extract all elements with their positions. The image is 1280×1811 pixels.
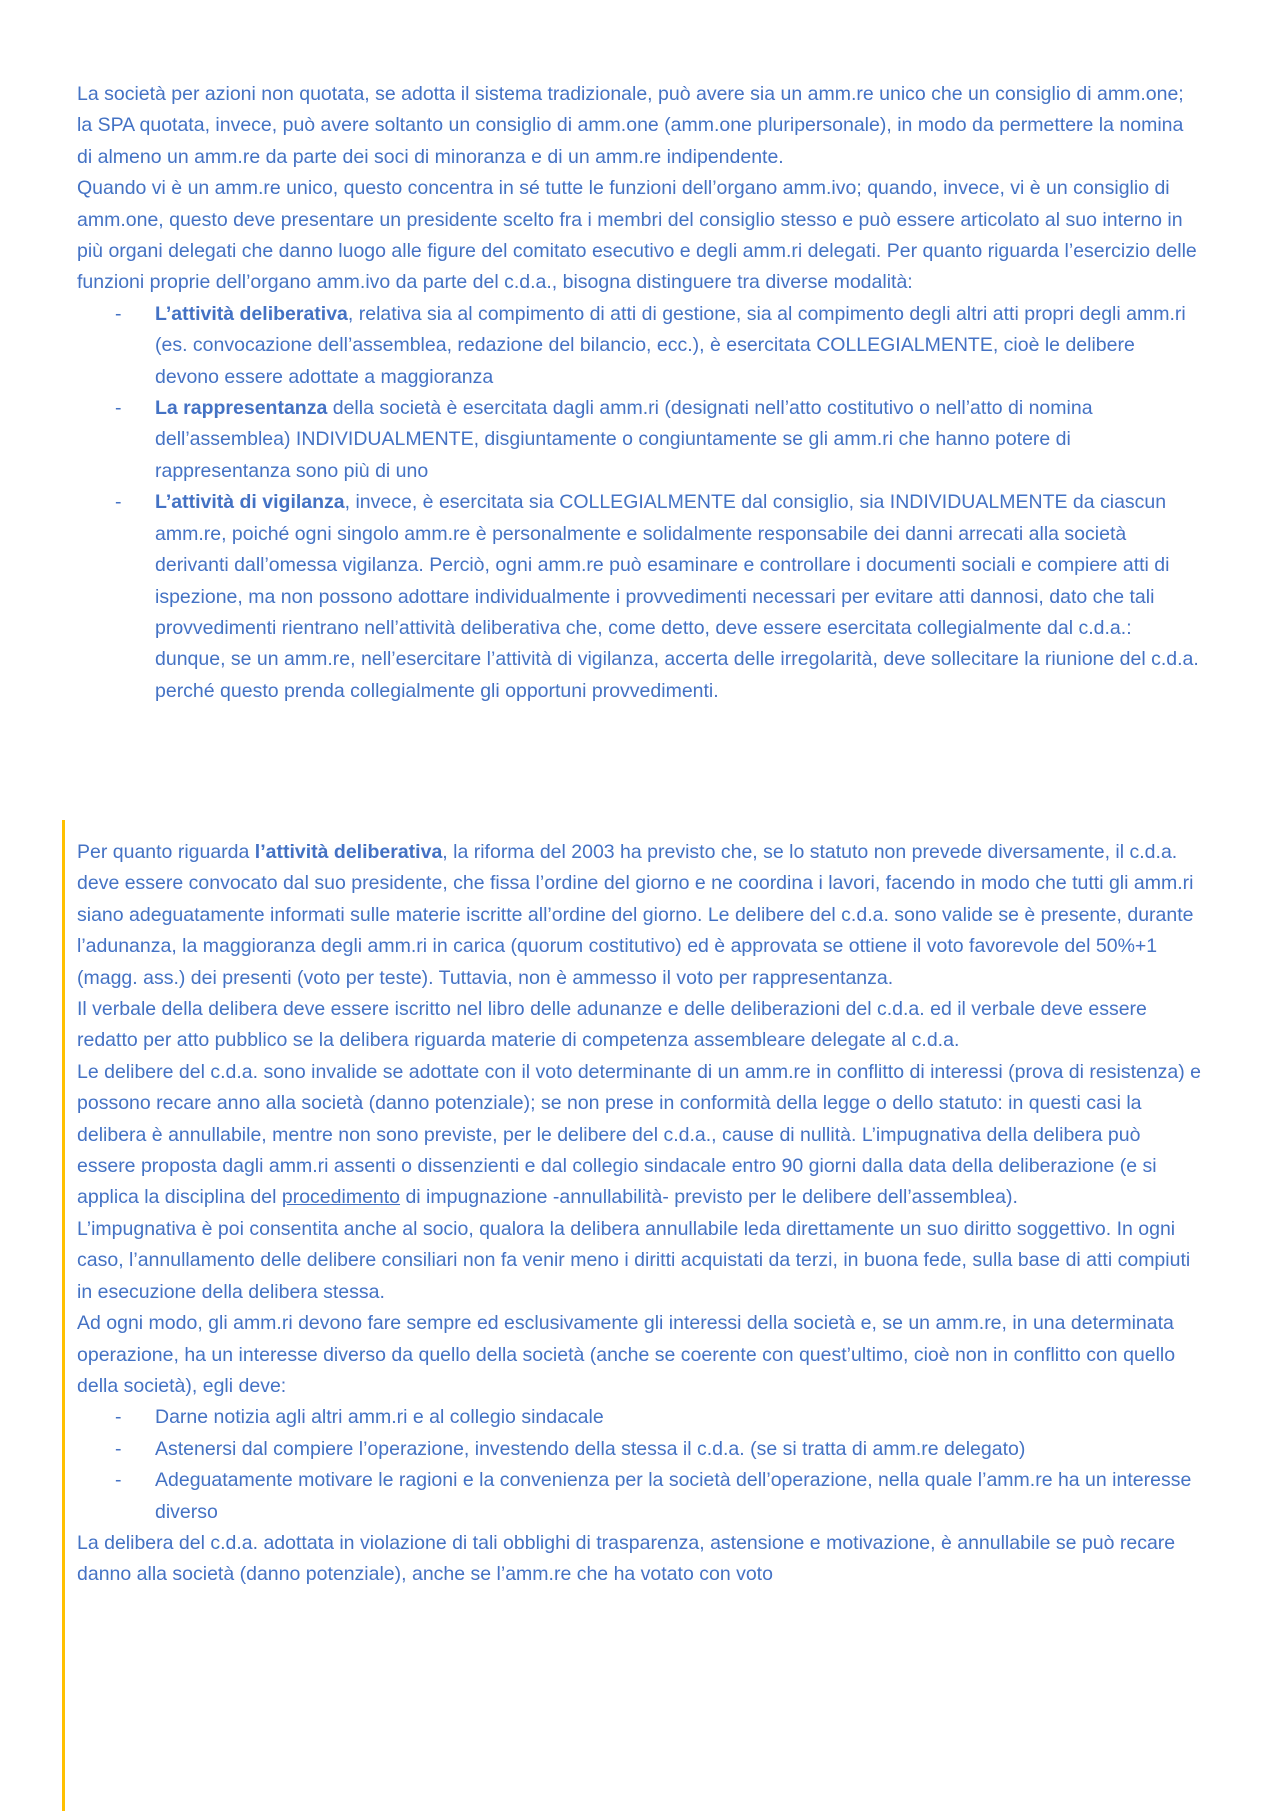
list-item — [77, 1434, 1202, 1465]
underlined-term: procedimento — [281, 1186, 401, 1209]
bullet-dash: - — [115, 1469, 122, 1492]
paragraph: L’impugnativa è poi consentita anche al socio, qualora la delibera annullabile leda direttamente un suo diritto soggettivo. In ogni caso, l’annullamento delle delibere consiliari non fa venir meno i diritti acquistati da terzi, in buona fede, sulla base di atti compiuti in esecuzione della delibera stessa. — [77, 1217, 1191, 1303]
list-item — [77, 487, 1202, 707]
text-run: Le delibere del c.d.a. sono invalide se adottate con il voto determinante di un amm.re in conflitto di interessi (prova di resistenza) e possono recare anno alla società (danno potenziale); se non prese in conformità della legge o dello statuto: in questi casi la delibera è annullabile, mentre non sono previste, per le delibere del c.d.a., cause di nullità. L’impugnativa della delibera può essere proposta dagli amm.ri assenti o dissenzienti e dal collegio sindacale entro 90 giorni dalla data della deliberazione (e si applica la disciplina del — [77, 1060, 1202, 1209]
paragraph — [77, 1057, 1202, 1214]
bullet-dash: - — [115, 302, 122, 325]
section-deliberative-activity — [77, 837, 1202, 1591]
list-item-text: della società è esercitata dagli amm.ri (designati nell’atto costitutivo o nell’atto di nomina dell’assemblea) INDIVIDUALMENTE, disgiuntamente o congiuntamente se gli amm.ri che hanno potere di rappresentanza sono più di uno — [155, 397, 1093, 482]
text-run: Per quanto riguarda — [77, 841, 255, 863]
list-item-text: Adeguatamente motivare le ragioni e la convenienza per la società dell’operazione, nella quale l’amm.re ha un interesse diverso — [155, 1469, 1192, 1523]
bullet-list — [77, 299, 1202, 707]
paragraph: Ad ogni modo, gli amm.ri devono fare sempre ed esclusivamente gli interessi della società e, se un amm.re, in una determinata operazione, ha un interesse diverso da quello della società (anche se coerente con quest’ultimo, cioè non in conflitto con quello della società), egli deve: — [77, 1312, 1176, 1397]
bullet-dash: - — [115, 397, 122, 420]
list-item-text: Astenersi dal compiere l’operazione, investendo della stessa il c.d.a. (se si tratta di amm.re delegato) — [155, 1437, 1026, 1460]
bullet-dash: - — [115, 1437, 122, 1460]
list-item — [77, 1402, 1202, 1433]
bullet-list — [77, 1402, 1202, 1528]
list-item-text: , relativa sia al compimento di atti di gestione, sia al compimento degli altri atti propri degli amm.ri (es. convocazione dell’assemblea, redazione del bilancio, ecc.), è esercitata COLLEGIALMENTE, cioè le delibere devono essere adottate a maggioranza — [155, 302, 1186, 388]
bold-term: L’attività di vigilanza — [155, 491, 345, 514]
paragraph: La società per azioni non quotata, se adotta il sistema tradizionale, può avere sia un amm.re unico che un consiglio di amm.one; la SPA quotata, invece, può avere soltanto un consiglio di amm.one (amm.one pluripersonale), in modo da permettere la nomina di almeno un amm.re da parte dei soci di minoranza e di un amm.re indipendente. — [77, 83, 1184, 168]
list-item — [77, 1465, 1202, 1528]
list-item — [77, 393, 1202, 487]
bullet-dash: - — [115, 491, 122, 514]
paragraph: La delibera del c.d.a. adottata in violazione di tali obblighi di trasparenza, astensione e motivazione, è annullabile se può recare danno alla società (danno potenziale), anche se l’amm.re che ha votato con voto — [77, 1531, 1176, 1586]
section-administration-overview — [77, 79, 1202, 707]
list-item-text: , invece, è esercitata sia COLLEGIALMENTE dal consiglio, sia INDIVIDUALMENTE da ciascun amm.re, poiché ogni singolo amm.re è personalmente e solidalmente responsabile dei danni arrecati alla società derivanti dall’omessa vigilanza. Perciò, ogni amm.re può esaminare e controllare i documenti sociali e compiere atti di ispezione, ma non possono adottare individualmente i provvedimenti necessari per evitare atti dannosi, dato che tali provvedimenti rientrano nell’attività deliberativa che, come detto, deve essere esercitata collegialmente dal c.d.a.: dunque, se un amm.re, nell’esercitare l’attività di vigilanza, accerta delle irregolarità, deve sollecitare la riunione del c.d.a. perché questo prenda collegialmente gli opportuni provvedimenti. — [155, 491, 1199, 702]
list-item-text: Darne notizia agli altri amm.ri e al collegio sindacale — [155, 1406, 604, 1429]
text-run: , la riforma del 2003 ha previsto che, se lo statuto non prevede diversamente, il c.d.a. deve essere convocato dal suo presidente, che fissa l’ordine del giorno e ne coordina i lavori, facendo in modo che tutti gli amm.ri siano adeguatamente informati sulle materie iscritte all’ordine del giorno. Le delibere del c.d.a. sono valide se è presente, durante l’adunanza, la maggioranza degli amm.ri in carica (quorum costitutivo) ed è approvata se ottiene il voto favorevole del 50%+1 (magg. ass.) dei presenti (voto per teste). Tuttavia, non è ammesso il voto per rappresentanza. — [77, 841, 1194, 989]
paragraph — [77, 837, 1202, 994]
list-item — [77, 299, 1202, 393]
bold-term: L’attività deliberativa — [155, 302, 348, 325]
bullet-dash: - — [115, 1406, 122, 1429]
text-run: di impugnazione -annullabilità- previsto per le delibere dell’assemblea). — [400, 1186, 1018, 1209]
bold-term: La rappresentanza — [155, 397, 328, 420]
paragraph: Il verbale della delibera deve essere iscritto nel libro delle adunanze e delle deliberazioni del c.d.a. ed il verbale deve essere redatto per atto pubblico se la delibera riguarda materie di competenza assembleare delegate al c.d.a. — [77, 998, 1147, 1052]
change-margin-bar — [62, 820, 65, 1811]
paragraph: Quando vi è un amm.re unico, questo concentra in sé tutte le funzioni dell’organo amm.ivo; quando, invece, vi è un consiglio di amm.one, questo deve presentare un presidente scelto fra i membri del consiglio stesso e può essere articolato al suo interno in più organi delegati che danno luogo alle figure del comitato esecutivo e degli amm.ri delegati. Per quanto riguarda l’esercizio delle funzioni proprie dell’organo amm.ivo da parte del c.d.a., bisogna distinguere tra diverse modalità: — [77, 177, 1197, 294]
bold-term: l’attività deliberativa — [254, 841, 443, 863]
